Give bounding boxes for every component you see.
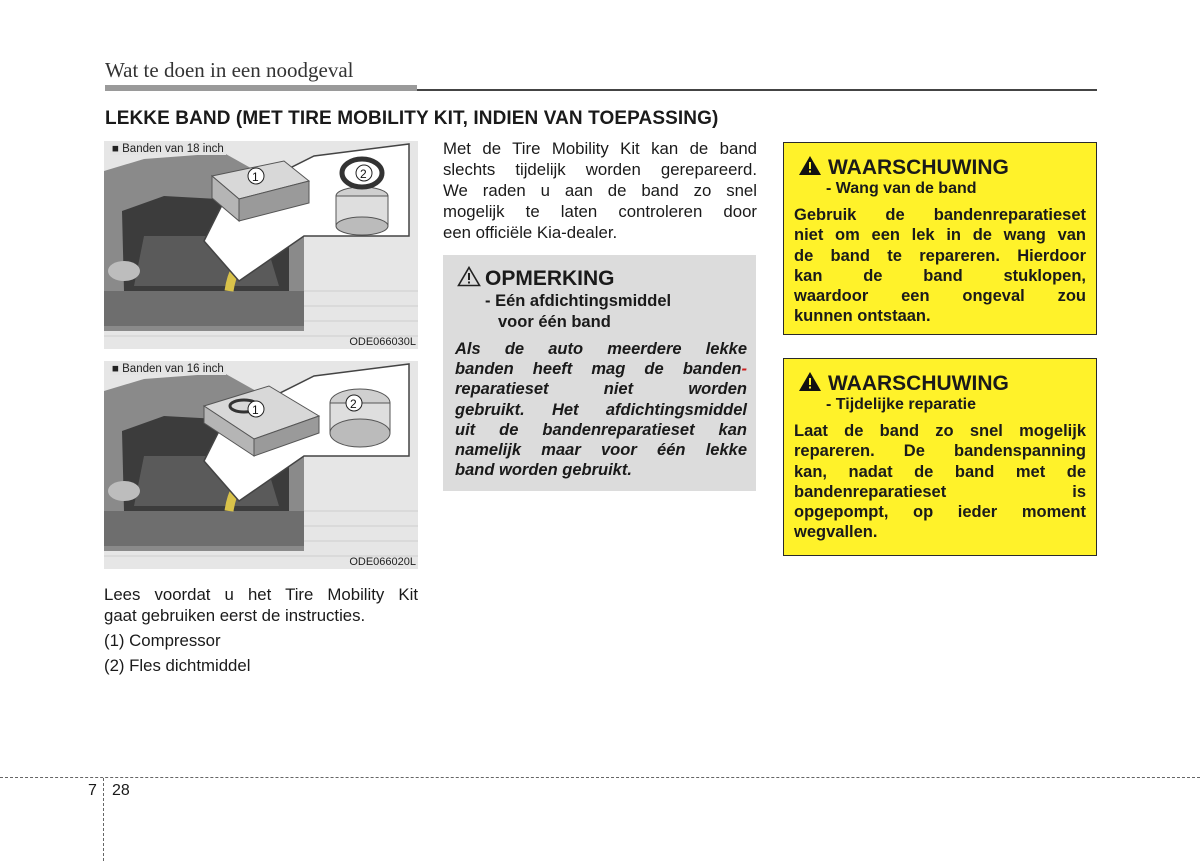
- note-line: banden heeft mag de banden-: [455, 360, 747, 379]
- footer-divider: [0, 777, 1200, 778]
- warning-line: opgepompt, op ieder moment: [794, 503, 1086, 522]
- warning-body: [794, 421, 1086, 543]
- header-rule-thin: [417, 89, 1097, 91]
- warning-body: [794, 205, 1086, 327]
- header-rule-thick: [105, 85, 417, 91]
- note-subheading: - Eén afdichtingsmiddel voor één band: [485, 292, 672, 331]
- section-title: LEKKE BAND (MET TIRE MOBILITY KIT, INDIEN VAN TOEPASSING): [105, 108, 719, 129]
- chapter-title: Wat te doen in een noodgeval: [105, 58, 354, 82]
- body-line: We raden u aan de band zo snel: [443, 181, 757, 200]
- callout-1: 1: [252, 170, 259, 184]
- warning-heading: [798, 155, 1009, 180]
- figure-caption: ■ Banden van 16 inch: [112, 363, 224, 375]
- warning-line: Laat de band zo snel mogelijk: [794, 422, 1086, 440]
- note-line: namelijk maar voor één lekke: [455, 441, 747, 460]
- note-heading-text: OPMERKING: [485, 267, 615, 290]
- body-line: een officiële Kia-dealer.: [443, 223, 618, 242]
- note-line: Als de auto meerdere lekke: [455, 340, 747, 358]
- note-hyphen: -: [741, 360, 747, 379]
- list-item-compressor: (1) Compressor: [104, 631, 221, 650]
- warning-line: kan, nadat de band met de: [794, 462, 1086, 481]
- warning-line: niet om een lek in de wang van: [794, 226, 1086, 245]
- figure-code: ODE066020L: [349, 556, 416, 568]
- caution-triangle-icon: [457, 266, 481, 287]
- car-trunk-illustration: [104, 141, 418, 349]
- warning-triangle-icon: [798, 155, 822, 176]
- warning-line: repareren. De bandenspanning: [794, 442, 1086, 461]
- figure-16-inch: [104, 361, 418, 569]
- intro-line: gaat gebruiken eerst de instructies.: [104, 606, 366, 625]
- figure-code: ODE066030L: [349, 336, 416, 348]
- warning-line: kan de band stuklopen,: [794, 266, 1086, 285]
- warning-line: kunnen ontstaan.: [794, 307, 931, 326]
- note-body: [455, 339, 747, 480]
- note-heading: [457, 266, 615, 291]
- page-number: 28: [112, 782, 130, 799]
- left-body-text: [104, 584, 418, 676]
- warning-line: wegvallen.: [794, 523, 878, 542]
- figure-18-inch: [104, 141, 418, 349]
- warning-subheading: - Wang van de band: [826, 180, 977, 197]
- footer-vertical-divider: [103, 778, 104, 861]
- warning-triangle-icon: [798, 371, 822, 392]
- body-line: mogelijk te laten controleren door: [443, 202, 757, 221]
- callout-2: 2: [350, 397, 357, 411]
- middle-body-text: [443, 138, 757, 243]
- note-box: [443, 255, 756, 491]
- note-line: gebruikt. Het afdichtingsmiddel: [455, 400, 747, 419]
- car-trunk-illustration: [104, 361, 418, 569]
- note-line: band worden gebruikt.: [455, 461, 632, 480]
- intro-line: Lees voordat u het Tire Mobility Kit: [104, 585, 418, 604]
- list-item-sealant: (2) Fles dichtmiddel: [104, 656, 251, 675]
- note-line: uit de bandenreparatieset kan: [455, 420, 747, 439]
- figure-caption: ■ Banden van 18 inch: [112, 143, 224, 155]
- body-line: Met de Tire Mobility Kit kan de band: [443, 139, 757, 158]
- warning-heading: [798, 371, 1009, 396]
- note-line: reparatieset niet worden: [455, 380, 747, 399]
- body-line: slechts tijdelijk worden gerepareerd.: [443, 160, 757, 179]
- warning-line: de band te repareren. Hierdoor: [794, 246, 1086, 265]
- callout-1: 1: [252, 403, 259, 417]
- warning-line: bandenreparatieset is: [794, 482, 1086, 501]
- warning-box-sidewall: [783, 142, 1097, 335]
- warning-heading-text: WAARSCHUWING: [828, 372, 1009, 395]
- callout-2: 2: [360, 167, 367, 181]
- warning-heading-text: WAARSCHUWING: [828, 156, 1009, 179]
- warning-subheading: - Tijdelijke reparatie: [826, 396, 976, 413]
- page-chapter-number: 7: [88, 782, 97, 799]
- warning-line: waardoor een ongeval zou: [794, 287, 1086, 306]
- warning-line: Gebruik de bandenreparatieset: [794, 206, 1086, 224]
- warning-box-temporary-repair: [783, 358, 1097, 556]
